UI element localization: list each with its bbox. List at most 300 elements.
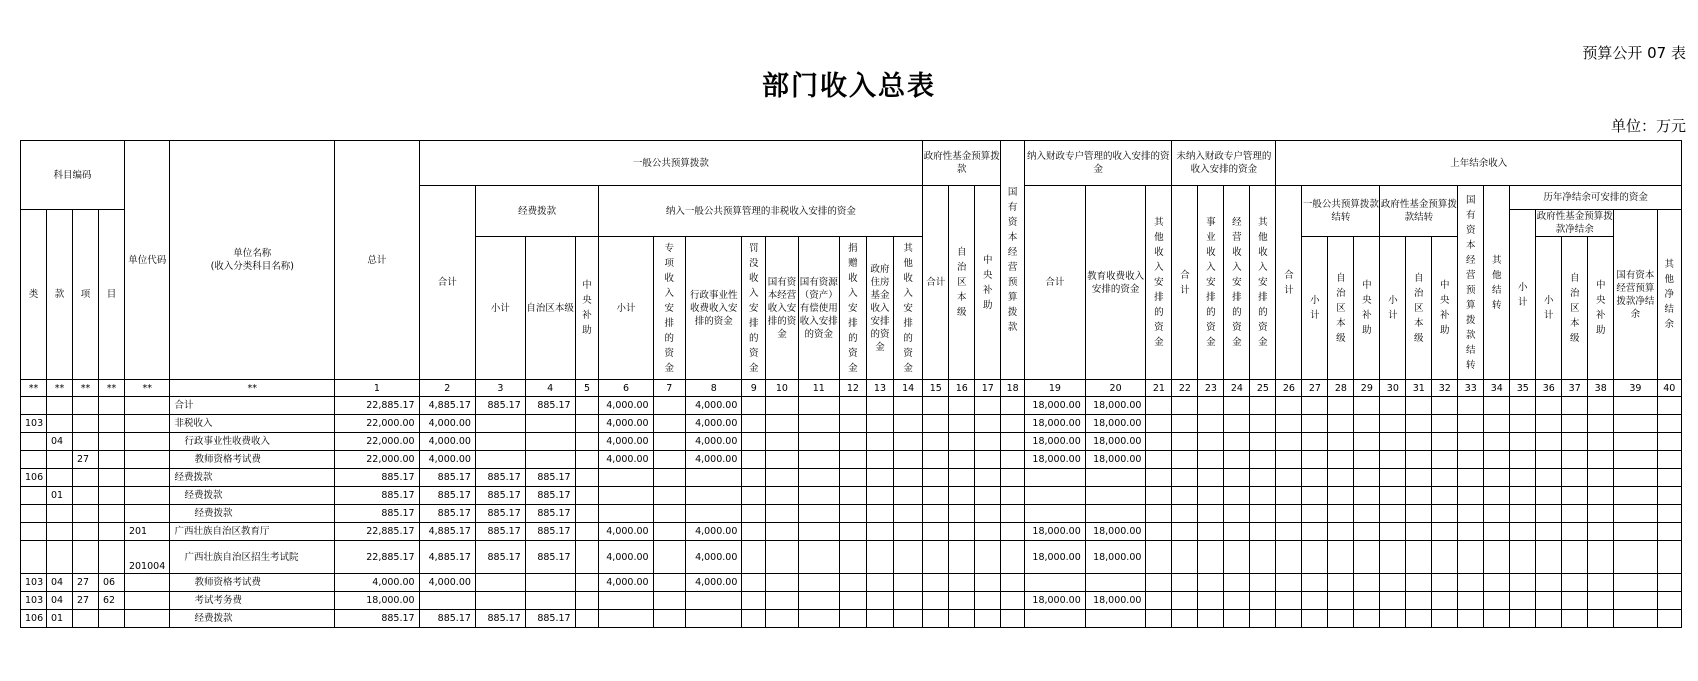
- value-cell-col-26: [1276, 487, 1302, 505]
- value-cell-col-9: [742, 505, 766, 523]
- value-cell-col-21: [1146, 523, 1172, 541]
- value-cell-col-36: [1536, 487, 1562, 505]
- value-cell-col-29: [1354, 523, 1380, 541]
- value-cell-col-34: [1484, 610, 1510, 628]
- value-cell-col-9: [742, 451, 766, 469]
- xiang-cell: [72, 415, 98, 433]
- value-cell-col-30: [1380, 433, 1406, 451]
- value-cell-col-33: [1458, 451, 1484, 469]
- fiscal-special-header: 纳入财政专户管理的收入安排的资金: [1025, 141, 1172, 186]
- value-cell-col-2: 4,000.00: [419, 451, 475, 469]
- value-cell-col-26: [1276, 592, 1302, 610]
- column-number-cell: 29: [1354, 380, 1380, 397]
- column-number-cell: 5: [575, 380, 599, 397]
- value-cell-col-35: [1510, 397, 1536, 415]
- unit-name-cell: 合计: [170, 397, 335, 415]
- value-cell-col-40: [1657, 451, 1681, 469]
- code-cell: [124, 397, 169, 415]
- value-cell-col-8: [686, 610, 742, 628]
- of-subtotal-header: 小计: [475, 237, 525, 380]
- value-cell-col-40: [1657, 610, 1681, 628]
- value-cell-col-11: [798, 451, 839, 469]
- value-cell-col-12: [839, 610, 866, 628]
- mu-cell: 62: [98, 592, 124, 610]
- gf-region-header: [949, 186, 975, 380]
- value-cell-col-39: [1614, 541, 1657, 574]
- value-cell-col-2: 4,000.00: [419, 433, 475, 451]
- nt-donation-header: [839, 237, 866, 380]
- unit-label: 单位：万元: [1610, 117, 1686, 135]
- unit-name-cell: 教师资格考试费: [170, 451, 335, 469]
- value-cell-col-30: [1380, 574, 1406, 592]
- value-cell-col-31: [1406, 415, 1432, 433]
- value-cell-col-4: [525, 592, 575, 610]
- column-number-cell: 1: [335, 380, 419, 397]
- value-cell-col-7: [653, 592, 685, 610]
- value-cell-col-29: [1354, 505, 1380, 523]
- value-cell-col-32: [1432, 610, 1458, 628]
- column-number-cell: 2: [419, 380, 475, 397]
- xiang-cell: 27: [72, 592, 98, 610]
- total-cell: 22,000.00: [335, 451, 419, 469]
- value-cell-col-39: [1614, 397, 1657, 415]
- value-cell-col-26: [1276, 574, 1302, 592]
- value-cell-col-15: [923, 592, 949, 610]
- value-cell-col-31: [1406, 433, 1432, 451]
- value-cell-col-20: 18,000.00: [1085, 523, 1146, 541]
- value-cell-col-9: [742, 415, 766, 433]
- value-cell-col-21: [1146, 505, 1172, 523]
- value-cell-col-12: [839, 433, 866, 451]
- value-cell-col-16: [949, 574, 975, 592]
- value-cell-col-25: [1250, 523, 1276, 541]
- value-cell-col-18: [1001, 451, 1025, 469]
- value-cell-col-38: [1588, 487, 1614, 505]
- table-row: [21, 469, 1682, 487]
- value-cell-col-26: [1276, 505, 1302, 523]
- value-cell-col-8: 4,000.00: [686, 415, 742, 433]
- unit-name-cell: 行政事业性收费收入: [170, 433, 335, 451]
- value-cell-col-7: [653, 574, 685, 592]
- gf-central-header: [975, 186, 1001, 380]
- subject-code-header: 科目编码: [21, 141, 125, 210]
- value-cell-col-34: [1484, 487, 1510, 505]
- value-cell-col-39: [1614, 433, 1657, 451]
- value-cell-col-32: [1432, 541, 1458, 574]
- value-cell-col-21: [1146, 541, 1172, 574]
- value-cell-col-34: [1484, 433, 1510, 451]
- value-cell-col-11: [798, 469, 839, 487]
- value-cell-col-7: [653, 487, 685, 505]
- value-cell-col-13: [866, 523, 893, 541]
- value-cell-col-7: [653, 433, 685, 451]
- value-cell-col-19: 18,000.00: [1025, 415, 1086, 433]
- value-cell-col-27: [1302, 397, 1328, 415]
- value-cell-col-19: 18,000.00: [1025, 592, 1086, 610]
- value-cell-col-30: [1380, 523, 1406, 541]
- value-cell-col-3: [475, 451, 525, 469]
- value-cell-col-9: [742, 592, 766, 610]
- column-number-cell: 9: [742, 380, 766, 397]
- value-cell-col-20: [1085, 469, 1146, 487]
- value-cell-col-37: [1562, 574, 1588, 592]
- value-cell-col-36: [1536, 451, 1562, 469]
- value-cell-col-17: [975, 505, 1001, 523]
- value-cell-col-14: [894, 523, 923, 541]
- value-cell-col-19: [1025, 487, 1086, 505]
- nf-other-label: 其他收入安排的资金: [1258, 217, 1268, 348]
- value-cell-col-40: [1657, 433, 1681, 451]
- column-number-cell: 11: [798, 380, 839, 397]
- value-cell-col-34: [1484, 469, 1510, 487]
- kuan-cell: 04: [46, 574, 72, 592]
- value-cell-col-33: [1458, 433, 1484, 451]
- value-cell-col-8: [686, 592, 742, 610]
- unit-name-cell: 经费拨款: [170, 505, 335, 523]
- unit-name-cell: 广西壮族自治区教育厅: [170, 523, 335, 541]
- value-cell-col-4: [525, 574, 575, 592]
- value-cell-col-3: 885.17: [475, 523, 525, 541]
- value-cell-col-27: [1302, 415, 1328, 433]
- value-cell-col-39: [1614, 574, 1657, 592]
- value-cell-col-10: [766, 610, 798, 628]
- gf-total-header: 合计: [923, 186, 949, 380]
- mu-cell: [98, 505, 124, 523]
- value-cell-col-22: [1172, 610, 1198, 628]
- nf-business-header: [1198, 186, 1224, 380]
- value-cell-col-38: [1588, 433, 1614, 451]
- value-cell-col-33: [1458, 541, 1484, 574]
- lei-cell: [21, 541, 47, 574]
- value-cell-col-35: [1510, 610, 1536, 628]
- total-header: 总计: [335, 141, 419, 380]
- value-cell-col-11: [798, 505, 839, 523]
- value-cell-col-8: [686, 505, 742, 523]
- value-cell-col-2: 4,000.00: [419, 415, 475, 433]
- column-number-cell: 31: [1406, 380, 1432, 397]
- value-cell-col-34: [1484, 523, 1510, 541]
- nt-other-header: [894, 237, 923, 380]
- kuan-cell: [46, 397, 72, 415]
- value-cell-col-30: [1380, 487, 1406, 505]
- value-cell-col-18: [1001, 469, 1025, 487]
- column-number-cell: 38: [1588, 380, 1614, 397]
- column-number-cell: 16: [949, 380, 975, 397]
- value-cell-col-17: [975, 541, 1001, 574]
- value-cell-col-12: [839, 592, 866, 610]
- lei-cell: [21, 451, 47, 469]
- value-cell-col-34: [1484, 397, 1510, 415]
- value-cell-col-8: 4,000.00: [686, 451, 742, 469]
- value-cell-col-38: [1588, 415, 1614, 433]
- value-cell-col-34: [1484, 505, 1510, 523]
- value-cell-col-13: [866, 541, 893, 574]
- value-cell-col-10: [766, 469, 798, 487]
- value-cell-col-32: [1432, 574, 1458, 592]
- value-cell-col-37: [1562, 592, 1588, 610]
- value-cell-col-13: [866, 433, 893, 451]
- total-cell: 885.17: [335, 469, 419, 487]
- mu-cell: [98, 415, 124, 433]
- value-cell-col-15: [923, 397, 949, 415]
- value-cell-col-18: [1001, 541, 1025, 574]
- value-cell-col-10: [766, 451, 798, 469]
- value-cell-col-25: [1250, 592, 1276, 610]
- page-title: 部门收入总表: [762, 71, 936, 102]
- lei-cell: [21, 487, 47, 505]
- value-cell-col-10: [766, 505, 798, 523]
- value-cell-col-21: [1146, 487, 1172, 505]
- value-cell-col-11: [798, 592, 839, 610]
- kuan-cell: [46, 415, 72, 433]
- value-cell-col-12: [839, 574, 866, 592]
- value-cell-col-29: [1354, 592, 1380, 610]
- xiang-cell: 27: [72, 574, 98, 592]
- value-cell-col-19: 18,000.00: [1025, 397, 1086, 415]
- value-cell-col-10: [766, 415, 798, 433]
- value-cell-col-36: [1536, 505, 1562, 523]
- value-cell-col-16: [949, 415, 975, 433]
- of-central-header: [575, 237, 599, 380]
- pbg-region-header: [1328, 237, 1354, 380]
- value-cell-col-36: [1536, 523, 1562, 541]
- kuan-cell: 04: [46, 592, 72, 610]
- table-row: [21, 433, 1682, 451]
- value-cell-col-35: [1510, 523, 1536, 541]
- code-cell: [124, 505, 169, 523]
- value-cell-col-39: [1614, 523, 1657, 541]
- value-cell-col-35: [1510, 505, 1536, 523]
- value-cell-col-22: [1172, 505, 1198, 523]
- value-cell-col-37: [1562, 541, 1588, 574]
- value-cell-col-20: 18,000.00: [1085, 433, 1146, 451]
- value-cell-col-32: [1432, 505, 1458, 523]
- gf-central-label: 中央补助: [983, 254, 993, 311]
- total-cell: 885.17: [335, 610, 419, 628]
- value-cell-col-22: [1172, 433, 1198, 451]
- value-cell-col-18: [1001, 592, 1025, 610]
- mu-cell: [98, 451, 124, 469]
- value-cell-col-23: [1198, 592, 1224, 610]
- value-cell-col-21: [1146, 592, 1172, 610]
- column-number-cell: 19: [1025, 380, 1086, 397]
- column-number-cell: **: [46, 380, 72, 397]
- pbf-region-header: [1406, 237, 1432, 380]
- value-cell-col-13: [866, 574, 893, 592]
- unit-name-cell: 教师资格考试费: [170, 574, 335, 592]
- value-cell-col-23: [1198, 433, 1224, 451]
- value-cell-col-35: [1510, 574, 1536, 592]
- value-cell-col-29: [1354, 610, 1380, 628]
- value-cell-col-34: [1484, 541, 1510, 574]
- value-cell-col-16: [949, 523, 975, 541]
- column-number-cell: 8: [686, 380, 742, 397]
- value-cell-col-37: [1562, 523, 1588, 541]
- value-cell-col-21: [1146, 469, 1172, 487]
- value-cell-col-38: [1588, 397, 1614, 415]
- of-region-header: 自治区本级: [525, 237, 575, 380]
- value-cell-col-24: [1224, 397, 1250, 415]
- pb-govfund-header: 政府性基金预算拨款结转: [1380, 186, 1458, 237]
- value-cell-col-19: 18,000.00: [1025, 451, 1086, 469]
- value-cell-col-6: 4,000.00: [599, 574, 653, 592]
- value-cell-col-15: [923, 487, 949, 505]
- value-cell-col-12: [839, 469, 866, 487]
- value-cell-col-25: [1250, 541, 1276, 574]
- value-cell-col-14: [894, 397, 923, 415]
- value-cell-col-33: [1458, 415, 1484, 433]
- value-cell-col-34: [1484, 592, 1510, 610]
- value-cell-col-4: 885.17: [525, 523, 575, 541]
- value-cell-col-5: [575, 541, 599, 574]
- column-number-cell: 10: [766, 380, 798, 397]
- value-cell-col-32: [1432, 415, 1458, 433]
- value-cell-col-25: [1250, 574, 1276, 592]
- value-cell-col-24: [1224, 592, 1250, 610]
- value-cell-col-38: [1588, 505, 1614, 523]
- value-cell-col-20: 18,000.00: [1085, 541, 1146, 574]
- pbf-central-label: 中央补助: [1440, 280, 1450, 336]
- value-cell-col-36: [1536, 433, 1562, 451]
- hn-other-header: [1657, 210, 1681, 380]
- value-cell-col-35: [1510, 469, 1536, 487]
- column-number-cell: 36: [1536, 380, 1562, 397]
- prev-balance-header: 上年结余收入: [1276, 141, 1682, 186]
- value-cell-col-9: [742, 433, 766, 451]
- column-number-cell: 25: [1250, 380, 1276, 397]
- value-cell-col-40: [1657, 523, 1681, 541]
- column-number-cell: **: [124, 380, 169, 397]
- value-cell-col-31: [1406, 541, 1432, 574]
- value-cell-col-15: [923, 541, 949, 574]
- value-cell-col-15: [923, 574, 949, 592]
- xiang-cell: [72, 523, 98, 541]
- value-cell-col-9: [742, 469, 766, 487]
- kuan-header: 款: [46, 210, 72, 380]
- table-row: [21, 451, 1682, 469]
- kuan-cell: [46, 469, 72, 487]
- value-cell-col-5: [575, 469, 599, 487]
- value-cell-col-13: [866, 451, 893, 469]
- value-cell-col-3: [475, 574, 525, 592]
- nt-fines-label: 罚没收入安排的资金: [749, 242, 759, 374]
- value-cell-col-11: [798, 574, 839, 592]
- hng-central-header: [1588, 237, 1614, 380]
- column-number-cell: 30: [1380, 380, 1406, 397]
- column-number-cell: 35: [1510, 380, 1536, 397]
- lei-cell: [21, 433, 47, 451]
- income-table: [20, 140, 1682, 628]
- value-cell-col-33: [1458, 610, 1484, 628]
- value-cell-col-17: [975, 415, 1001, 433]
- value-cell-col-19: 18,000.00: [1025, 433, 1086, 451]
- value-cell-col-25: [1250, 487, 1276, 505]
- value-cell-col-31: [1406, 397, 1432, 415]
- value-cell-col-40: [1657, 505, 1681, 523]
- value-cell-col-39: [1614, 592, 1657, 610]
- value-cell-col-4: 885.17: [525, 397, 575, 415]
- value-cell-col-7: [653, 415, 685, 433]
- pb-total-label: 合计: [1284, 269, 1294, 296]
- value-cell-col-16: [949, 397, 975, 415]
- value-cell-col-2: 4,000.00: [419, 574, 475, 592]
- value-cell-col-24: [1224, 610, 1250, 628]
- value-cell-col-38: [1588, 451, 1614, 469]
- hn-subtotal-header: [1510, 210, 1536, 380]
- value-cell-col-15: [923, 415, 949, 433]
- value-cell-col-19: 18,000.00: [1025, 523, 1086, 541]
- value-cell-col-22: [1172, 469, 1198, 487]
- value-cell-col-5: [575, 592, 599, 610]
- kuan-cell: 04: [46, 433, 72, 451]
- value-cell-col-4: 885.17: [525, 487, 575, 505]
- value-cell-col-24: [1224, 451, 1250, 469]
- value-cell-col-25: [1250, 505, 1276, 523]
- value-cell-col-2: [419, 592, 475, 610]
- value-cell-col-31: [1406, 487, 1432, 505]
- value-cell-col-33: [1458, 523, 1484, 541]
- value-cell-col-23: [1198, 610, 1224, 628]
- table-row: [21, 487, 1682, 505]
- value-cell-col-3: 885.17: [475, 487, 525, 505]
- value-cell-col-35: [1510, 433, 1536, 451]
- value-cell-col-8: 4,000.00: [686, 433, 742, 451]
- nt-housing-header: 政府住房基金收入安排的资金: [866, 237, 893, 380]
- value-cell-col-4: 885.17: [525, 610, 575, 628]
- value-cell-col-7: [653, 451, 685, 469]
- value-cell-col-11: [798, 523, 839, 541]
- value-cell-col-30: [1380, 505, 1406, 523]
- nt-state-capital-header: 国有资本经营收入安排的资金: [766, 237, 798, 380]
- table-row: [21, 592, 1682, 610]
- value-cell-col-15: [923, 610, 949, 628]
- mu-cell: [98, 397, 124, 415]
- value-cell-col-9: [742, 397, 766, 415]
- xiang-cell: [72, 610, 98, 628]
- value-cell-col-20: [1085, 487, 1146, 505]
- value-cell-col-24: [1224, 487, 1250, 505]
- value-cell-col-39: [1614, 610, 1657, 628]
- value-cell-col-11: [798, 415, 839, 433]
- column-number-cell: **: [72, 380, 98, 397]
- value-cell-col-7: [653, 523, 685, 541]
- value-cell-col-32: [1432, 523, 1458, 541]
- value-cell-col-12: [839, 523, 866, 541]
- value-cell-col-37: [1562, 469, 1588, 487]
- value-cell-col-24: [1224, 505, 1250, 523]
- mu-cell: [98, 469, 124, 487]
- value-cell-col-15: [923, 433, 949, 451]
- code-cell: [124, 469, 169, 487]
- column-number-cell: 33: [1458, 380, 1484, 397]
- value-cell-col-24: [1224, 469, 1250, 487]
- value-cell-col-14: [894, 505, 923, 523]
- value-cell-col-5: [575, 451, 599, 469]
- value-cell-col-22: [1172, 487, 1198, 505]
- value-cell-col-5: [575, 574, 599, 592]
- value-cell-col-4: 885.17: [525, 505, 575, 523]
- value-cell-col-37: [1562, 451, 1588, 469]
- value-cell-col-6: [599, 592, 653, 610]
- value-cell-col-6: 4,000.00: [599, 523, 653, 541]
- value-cell-col-24: [1224, 574, 1250, 592]
- value-cell-col-12: [839, 451, 866, 469]
- value-cell-col-10: [766, 574, 798, 592]
- column-number-cell: 40: [1657, 380, 1681, 397]
- lei-cell: 103: [21, 415, 47, 433]
- hng-subtotal-label: 小计: [1543, 295, 1554, 321]
- nt-state-resource-header: 国有资源（资产）有偿使用收入安排的资金: [798, 237, 839, 380]
